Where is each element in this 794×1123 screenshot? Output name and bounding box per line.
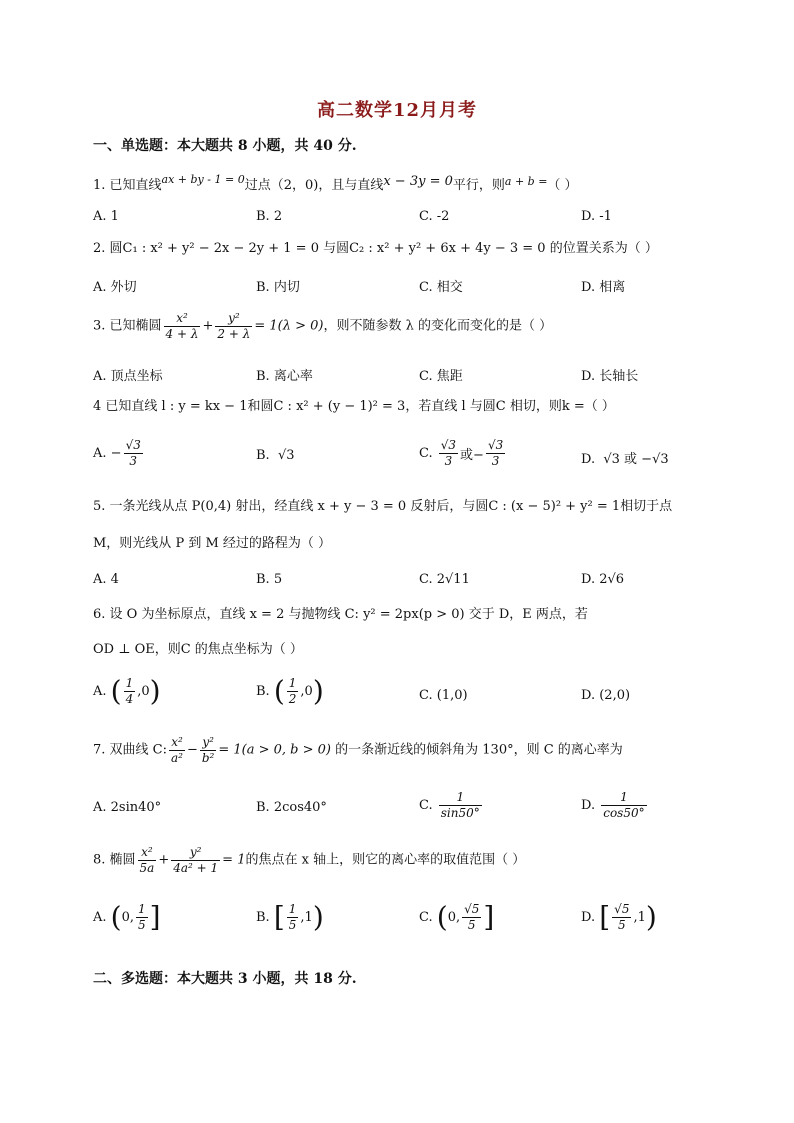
section-heading-multiple-choice: 二、多选题：本大题共 3 小题，共 18 分. bbox=[93, 971, 357, 987]
q7-option-a[interactable]: A. 2sin40° bbox=[93, 800, 162, 815]
q7-option-b[interactable]: B. 2cos40° bbox=[256, 800, 327, 815]
q3-option-b[interactable]: B. 离心率 bbox=[256, 369, 313, 384]
question-8: 8. 椭圆 $\frac{\text{x²}}{5a}$ + $\frac{\text{y²}}{\text{4a² + 1}}$ = 1的焦点在 x 轴上，则它的离心率的取值范围（ ） bbox=[93, 845, 526, 875]
q2-option-d[interactable]: D. 相离 bbox=[581, 280, 626, 295]
q1-option-b[interactable]: B. 2 bbox=[256, 209, 283, 224]
q7-option-d[interactable]: D. $\frac{1}{\cos 50^\circ}$ bbox=[581, 790, 645, 820]
q1-option-d[interactable]: D. -1 bbox=[581, 209, 612, 224]
question-4: 4 已知直线 l : y = kx − 1和圆C : x² + (y − 1)² = 3，若直线 l 与圆C 相切，则k =（ ） bbox=[93, 399, 615, 414]
q5-option-a[interactable]: A. 4 bbox=[93, 572, 119, 587]
q5-options bbox=[93, 572, 713, 592]
q8-option-c[interactable]: C. (0, $\frac{√5}{5}$ ] bbox=[419, 900, 495, 934]
q6-options bbox=[93, 676, 713, 716]
q8-option-b[interactable]: B. [ $\frac{1}{5}$ ,1) bbox=[256, 900, 324, 934]
q6-option-c[interactable]: C. (1,0) bbox=[419, 688, 468, 703]
question-5-line-1: 5. 一条光线从点 P(0,4) 射出，经直线 x + y − 3 = 0 反射后，与圆C : (x − 5)² + y² = 1相切于点 bbox=[93, 499, 673, 514]
q3-prefix: 3. 已知椭圆 bbox=[93, 318, 162, 334]
q5-option-d[interactable]: D. 2√6 bbox=[581, 572, 625, 587]
q4-option-d[interactable]: D. √3 或 −√3 bbox=[581, 452, 669, 467]
q2-option-b[interactable]: B. 内切 bbox=[256, 280, 300, 295]
q3-options bbox=[93, 365, 713, 385]
q5-option-c[interactable]: C. 2√11 bbox=[419, 572, 470, 587]
q3-fraction-x: $\frac{\text{x²}}{4 + \lambda}$ bbox=[165, 311, 199, 341]
q1-option-c[interactable]: C. -2 bbox=[419, 209, 450, 224]
q1-options bbox=[93, 209, 713, 229]
q3-suffix: ，则不随参数 λ 的变化而变化的是（ ） bbox=[323, 318, 553, 334]
q3-fraction-y: $\frac{\text{y²}}{2 + \lambda}$ bbox=[217, 311, 251, 341]
q4-options bbox=[93, 438, 713, 474]
q4-option-a[interactable]: A. − $\frac{√3}{3}$ bbox=[93, 438, 141, 468]
q6-option-d[interactable]: D. (2,0) bbox=[581, 688, 631, 703]
section-heading-single-choice: 一、单选题：本大题共 8 小题，共 40 分. bbox=[93, 138, 357, 154]
q3-option-c[interactable]: C. 焦距 bbox=[419, 369, 463, 384]
q1-option-a[interactable]: A. 1 bbox=[93, 209, 119, 224]
q1-equation-2: x − 3y = 0 bbox=[383, 174, 453, 189]
q2-option-c[interactable]: C. 相交 bbox=[419, 280, 463, 295]
q8-option-a[interactable]: A. (0, $\frac{1}{5}$ ] bbox=[93, 900, 161, 934]
q1-equation-1: ax + by - 1 = 0 bbox=[161, 173, 245, 186]
q3-option-a[interactable]: A. 顶点坐标 bbox=[93, 369, 163, 384]
q7-option-c[interactable]: C. $\frac{1}{\sin 50^\circ}$ bbox=[419, 790, 480, 820]
q4-option-c[interactable]: C. $\frac{√3}{3}$ 或− $\frac{√3}{3}$ bbox=[419, 438, 504, 468]
q3-option-d[interactable]: D. 长轴长 bbox=[581, 369, 639, 384]
question-6-line-2: OD ⊥ OE，则C 的焦点坐标为（ ） bbox=[93, 642, 303, 657]
q3-condition: = 1(λ > 0) bbox=[254, 318, 324, 334]
q7-options bbox=[93, 790, 713, 830]
q6-option-b[interactable]: B. ( $\frac{1}{2}$ ,0) bbox=[256, 674, 324, 708]
question-2: 2. 圆C₁ : x² + y² − 2x − 2y + 1 = 0 与圆C₂ : x² + y² + 6x + 4y − 3 = 0 的位置关系为（ ） bbox=[93, 241, 658, 256]
q1-mid: 过点（2，0)，且与直线 bbox=[244, 178, 384, 193]
q1-suffix: 平行，则 bbox=[452, 178, 505, 193]
question-1 bbox=[93, 173, 578, 194]
q1-answer-blank: （ ） bbox=[547, 178, 578, 193]
question-5-line-2: M，则光线从 P 到 M 经过的路程为（ ） bbox=[93, 536, 332, 551]
q1-prefix: 1. 已知直线 bbox=[93, 178, 162, 193]
q8-option-d[interactable]: D. [ $\frac{√5}{5}$ ,1) bbox=[581, 900, 657, 934]
question-7: 7. 双曲线 C: $\frac{\text{x²}}{\text{a²}}$ − $\frac{\text{y²}}{\text{b²}}$ = 1(a > 0, b > 0) 的一条渐近线的倾斜角为 130°，则 C 的离心率为 bbox=[93, 735, 623, 765]
q1-expression: a + b = bbox=[504, 175, 548, 188]
page-title: 高二数学12月月考 bbox=[316, 100, 478, 121]
q2-options bbox=[93, 276, 713, 296]
question-6-line-1: 6. 设 O 为坐标原点，直线 x = 2 与抛物线 C: y² = 2px(p > 0) 交于 D，E 两点，若 bbox=[93, 607, 588, 622]
q2-option-a[interactable]: A. 外切 bbox=[93, 280, 137, 295]
q6-option-a[interactable]: A. ( $\frac{1}{4}$ ,0) bbox=[93, 674, 161, 708]
q4-option-b[interactable]: B. √3 bbox=[256, 448, 295, 463]
q8-options bbox=[93, 902, 713, 948]
q5-option-b[interactable]: B. 5 bbox=[256, 572, 283, 587]
question-3: 3. 已知椭圆 $\frac{\text{x²}}{4 + \lambda}$ + $\frac{\text{y²}}{2 + \lambda}$ = 1(λ > 0)，则不随参数 λ 的变化而变化的是（ ） bbox=[93, 311, 553, 341]
